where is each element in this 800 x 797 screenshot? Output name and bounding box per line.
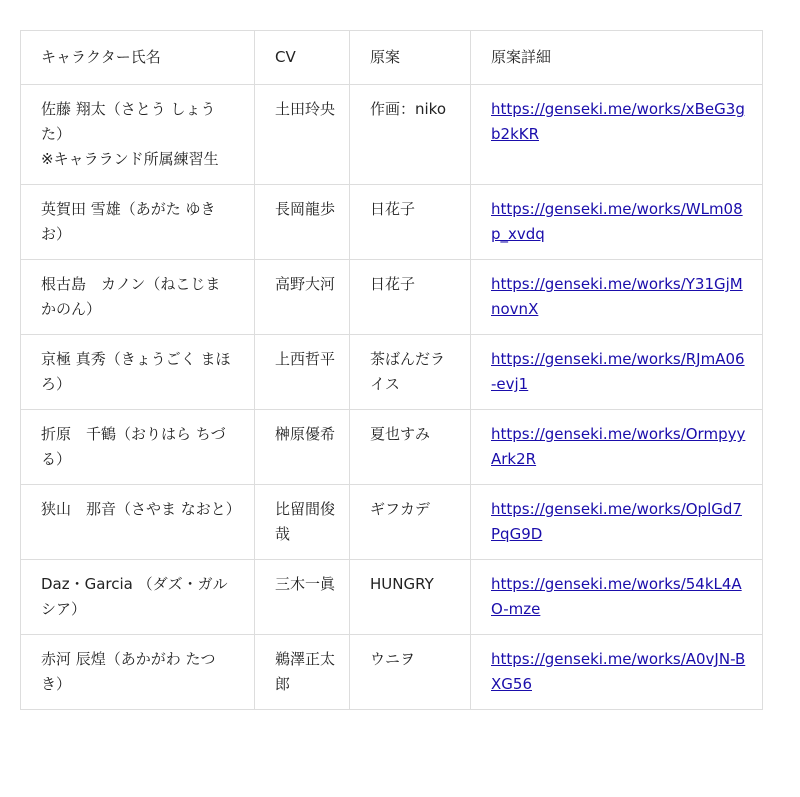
character-name: 佐藤 翔太（さとう しょうた） [41, 100, 216, 143]
column-header-cv: CV [255, 31, 350, 85]
cv-cell: 三木一眞 [255, 560, 350, 635]
origin-cell: ギフカデ [350, 485, 471, 560]
origin-detail-link[interactable]: https://genseki.me/works/OplGd7PqG9D [491, 500, 742, 543]
origin-cell: 作画：niko [350, 85, 471, 185]
origin-detail-link[interactable]: https://genseki.me/works/WLm08p_xvdq [491, 200, 743, 243]
cv-cell: 長岡龍歩 [255, 185, 350, 260]
character-name: 京極 真秀（きょうごく まほろ） [41, 350, 231, 393]
character-name: Daz・Garcia （ダズ・ガルシア） [41, 575, 228, 618]
header-row [21, 31, 763, 85]
table-row [21, 410, 763, 485]
origin-detail-link[interactable]: https://genseki.me/works/A0vJN-BXG56 [491, 650, 746, 693]
character-name-cell [21, 85, 255, 185]
origin-cell: 日花子 [350, 185, 471, 260]
character-cast-table [20, 30, 763, 710]
character-note: ※キャラランド所属練習生 [41, 150, 219, 168]
origin-detail-link[interactable]: https://genseki.me/works/xBeG3gb2kKR [491, 100, 745, 143]
character-name: 赤河 辰煌（あかがわ たつき） [41, 650, 216, 693]
character-name-cell [21, 635, 255, 710]
origin-cell: 茶ばんだライス [350, 335, 471, 410]
table-row [21, 260, 763, 335]
origin-cell: 夏也すみ [350, 410, 471, 485]
column-header-character-name: キャラクター氏名 [21, 31, 255, 85]
origin-detail-cell [471, 635, 763, 710]
cv-cell: 鵜澤正太郎 [255, 635, 350, 710]
cv-cell: 上西哲平 [255, 335, 350, 410]
character-name: 英賀田 雪雄（あがた ゆきお） [41, 200, 216, 243]
cv-cell: 榊原優希 [255, 410, 350, 485]
character-name-cell [21, 185, 255, 260]
origin-detail-cell [471, 560, 763, 635]
character-name-cell [21, 260, 255, 335]
table-row [21, 485, 763, 560]
origin-detail-cell [471, 410, 763, 485]
origin-cell: ウニヲ [350, 635, 471, 710]
origin-detail-cell [471, 185, 763, 260]
character-name-cell [21, 410, 255, 485]
table-row [21, 85, 763, 185]
origin-cell: HUNGRY [350, 560, 471, 635]
column-header-origin-detail: 原案詳細 [471, 31, 763, 85]
character-name: 狭山 那音（さやま なおと） [41, 500, 241, 518]
cv-cell: 比留間俊哉 [255, 485, 350, 560]
origin-detail-link[interactable]: https://genseki.me/works/54kL4AO-mze [491, 575, 742, 618]
origin-detail-cell [471, 260, 763, 335]
origin-detail-cell [471, 85, 763, 185]
table-row [21, 635, 763, 710]
cv-cell: 土田玲央 [255, 85, 350, 185]
column-header-origin: 原案 [350, 31, 471, 85]
table-row [21, 335, 763, 410]
cv-cell: 高野大河 [255, 260, 350, 335]
table-row [21, 560, 763, 635]
table-header [21, 31, 763, 85]
character-name-cell [21, 335, 255, 410]
origin-detail-cell [471, 335, 763, 410]
table-row [21, 185, 763, 260]
origin-detail-cell [471, 485, 763, 560]
character-name: 根古島 カノン（ねこじまかのん） [41, 275, 221, 318]
character-name: 折原 千鶴（おりはら ちづる） [41, 425, 226, 468]
character-name-cell [21, 485, 255, 560]
character-name-cell [21, 560, 255, 635]
origin-cell: 日花子 [350, 260, 471, 335]
origin-detail-link[interactable]: https://genseki.me/works/Y31GjMnovnX [491, 275, 743, 318]
origin-detail-link[interactable]: https://genseki.me/works/RJmA06-evj1 [491, 350, 745, 393]
origin-detail-link[interactable]: https://genseki.me/works/OrmpyyArk2R [491, 425, 746, 468]
